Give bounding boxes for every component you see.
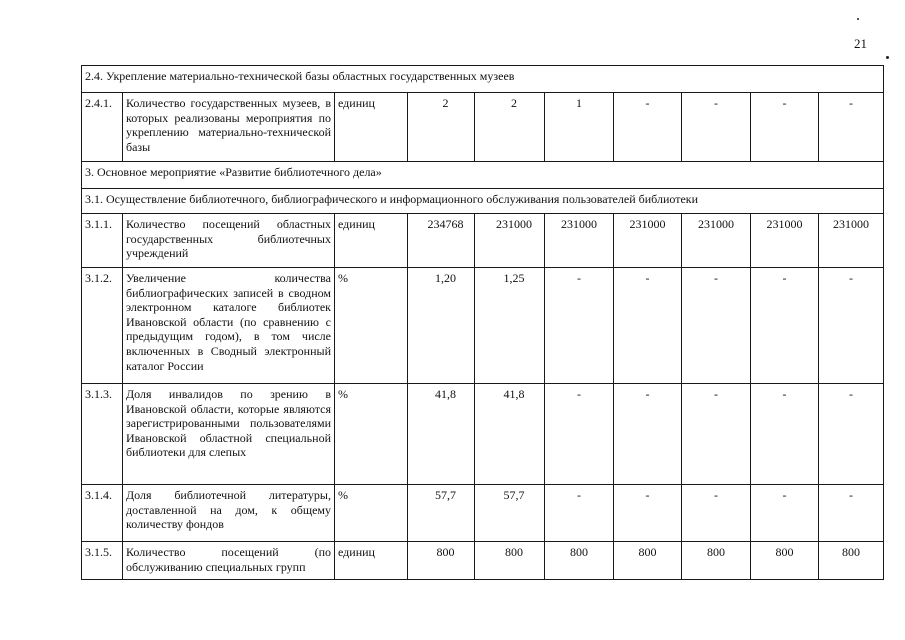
scan-speck <box>857 18 859 20</box>
value-cell: 231000 <box>751 214 819 268</box>
section-title: 3.1. Осуществление библиотечного, библиографического и информационного обслуживания пользователей библиотеки <box>82 189 884 214</box>
value-cell: 800 <box>751 542 819 580</box>
value-cell: 800 <box>614 542 682 580</box>
indicator-name: Доля инвалидов по зрению в Ивановской области, которые являются зарегистрированными пользователями Ивановской областной специальной библиотеки для слепых <box>123 384 335 485</box>
value-cell: 1 <box>545 93 614 162</box>
value-cell: 231000 <box>682 214 751 268</box>
value-cell: - <box>682 268 751 384</box>
value-cell: 231000 <box>545 214 614 268</box>
table-row <box>82 485 884 542</box>
value-cell: - <box>614 384 682 485</box>
section-title: 2.4. Укрепление материально-технической базы областных государственных музеев <box>82 66 884 93</box>
indicator-name: Количество посещений областных государственных библиотечных учреждений <box>123 214 335 268</box>
page-number: 21 <box>854 36 867 51</box>
section-row <box>82 189 884 214</box>
value-cell: - <box>819 485 884 542</box>
table-row <box>82 384 884 485</box>
indicator-name: Доля библиотечной литературы, доставленной на дом, к общему количеству фондов <box>123 485 335 542</box>
value-cell: - <box>751 485 819 542</box>
value-cell: - <box>819 384 884 485</box>
value-cell: 2 <box>475 93 545 162</box>
value-cell: 231000 <box>819 214 884 268</box>
row-number: 2.4.1. <box>82 93 123 162</box>
row-number: 3.1.5. <box>82 542 123 580</box>
value-cell: - <box>819 268 884 384</box>
indicator-name: Увеличение количества библиографических записей в сводном электронном каталоге библиотек Ивановской области (по сравнению с предыдущим годом), в том числе включенных в Сводный электронный каталог России <box>123 268 335 384</box>
value-cell: 41,8 <box>475 384 545 485</box>
row-number: 3.1.3. <box>82 384 123 485</box>
value-cell: 800 <box>408 542 475 580</box>
value-cell: 234768 <box>408 214 475 268</box>
value-cell: - <box>819 93 884 162</box>
value-cell: - <box>751 384 819 485</box>
table-row <box>82 268 884 384</box>
value-cell: 800 <box>682 542 751 580</box>
section-row <box>82 162 884 189</box>
value-cell: - <box>545 268 614 384</box>
row-number: 3.1.1. <box>82 214 123 268</box>
indicators-table <box>81 65 884 580</box>
value-cell: - <box>682 485 751 542</box>
value-cell: 1,20 <box>408 268 475 384</box>
section-title: 3. Основное мероприятие «Развитие библиотечного дела» <box>82 162 884 189</box>
table-row <box>82 214 884 268</box>
value-cell: 800 <box>545 542 614 580</box>
unit-cell: единиц <box>335 93 408 162</box>
value-cell: 231000 <box>475 214 545 268</box>
value-cell: 41,8 <box>408 384 475 485</box>
indicator-name: Количество посещений (по обслуживанию специальных групп <box>123 542 335 580</box>
table-row <box>82 542 884 580</box>
value-cell: 57,7 <box>408 485 475 542</box>
section-row <box>82 66 884 93</box>
value-cell: 57,7 <box>475 485 545 542</box>
value-cell: - <box>751 268 819 384</box>
unit-cell: % <box>335 268 408 384</box>
value-cell: - <box>682 93 751 162</box>
row-number: 3.1.4. <box>82 485 123 542</box>
value-cell: - <box>545 485 614 542</box>
row-number: 3.1.2. <box>82 268 123 384</box>
value-cell: 2 <box>408 93 475 162</box>
unit-cell: единиц <box>335 542 408 580</box>
value-cell: - <box>614 485 682 542</box>
unit-cell: единиц <box>335 214 408 268</box>
value-cell: 1,25 <box>475 268 545 384</box>
value-cell: 800 <box>819 542 884 580</box>
table-row <box>82 93 884 162</box>
unit-cell: % <box>335 485 408 542</box>
value-cell: - <box>614 93 682 162</box>
scan-speck <box>886 56 889 59</box>
unit-cell: % <box>335 384 408 485</box>
value-cell: 231000 <box>614 214 682 268</box>
value-cell: - <box>682 384 751 485</box>
value-cell: - <box>751 93 819 162</box>
indicator-name: Количество государственных музеев, в которых реализованы мероприятия по укреплению материально-технической базы <box>123 93 335 162</box>
value-cell: 800 <box>475 542 545 580</box>
value-cell: - <box>545 384 614 485</box>
value-cell: - <box>614 268 682 384</box>
